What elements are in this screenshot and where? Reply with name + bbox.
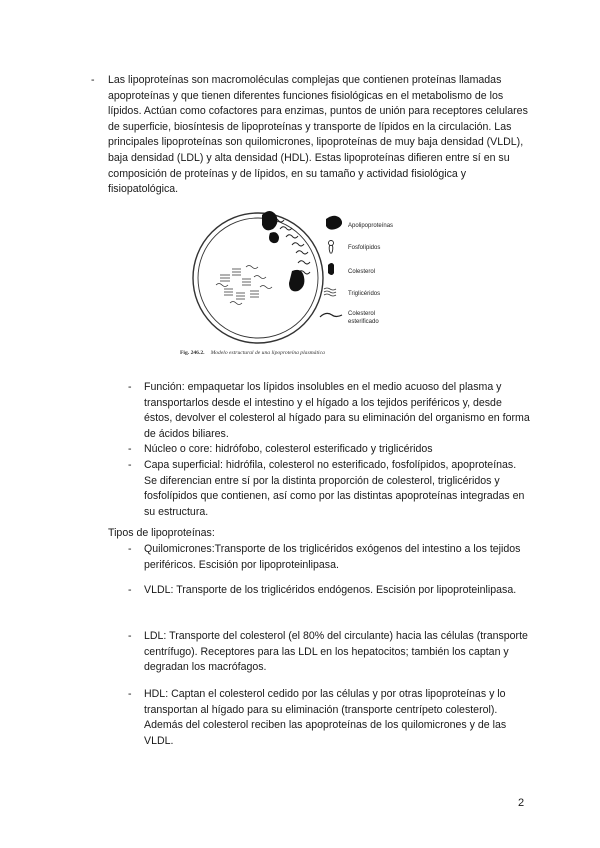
apolipoprotein-icon — [326, 216, 342, 230]
structure-item-function: Función: empaquetar los lípidos insolubles en el medio acuoso del plasma y transportarlos desde el intestino y el hígado a los tejidos periféricos y, desde éstos, devolver el colesterol al hígado para su eliminación del organismo en forma de ácidos biliares. — [144, 381, 530, 440]
type-item-hdl: HDL: Captan el colesterol cedido por las células y por otras lipoproteínas y lo transportan al hígado para su eliminación (transporte centrípeto colesterol). Además del colesterol reciben las apoproteínas de los quilomicrones y de las VLDL. — [144, 688, 507, 747]
figure-caption — [180, 350, 405, 356]
intro-bullet: - — [91, 74, 95, 86]
types-heading: Tipos de lipoproteínas: — [108, 527, 215, 539]
figure-caption-number: Fig. 246.2. — [180, 350, 205, 356]
page-number: 2 — [518, 797, 525, 809]
structure-bullet-1: - — [128, 381, 132, 393]
structure-bullet-2: - — [128, 443, 132, 455]
types-bullet-2: - — [128, 584, 132, 596]
type-item-vldl: VLDL: Transporte de los triglicéridos endógenos. Escisión por lipoproteinlipasa. — [144, 584, 517, 596]
figure-caption-text: Modelo estructural de una lipoproteína plasmática — [210, 350, 325, 356]
types-bullet-3: - — [128, 630, 132, 642]
structure-item-surface: Capa superficial: hidrófila, colesterol no esterificado, fosfolípidos, apoproteínas. Se diferencian entre sí por la distinta proporción de colesterol, triglicéridos y fosfolípidos que contienen, así como por las distintas apoproteínas integradas en su estructura. — [144, 459, 525, 518]
legend-apolipoproteins: Apolipoproteínas — [348, 223, 394, 229]
intro-paragraph: Las lipoproteínas son macromoléculas complejas que contienen proteínas llamadas apoproteínas y que tienen diferentes funciones fisiológicas en el metabolismo de los lípidos. Actúan como cofactores para enzimas, puntos de unión para receptores celulares de superficie, biosíntesis de lipoproteínas y transporte de lípidos en la circulación. Las principales lipoproteínas son quilomicrones, lipoproteínas de muy baja densidad (VLDL), baja densidad (LDL) y alta densidad (HDL). Estas lipoproteínas difieren entre sí en su composición de proteínas y de lípidos, en su tamaño y actividad fisiológica y fisiopatológica. — [108, 74, 528, 196]
legend-triglycerides: Triglicéridos — [348, 291, 381, 297]
type-item-chylomicrons: Quilomicrones:Transporte de los triglicéridos exógenos del intestino a los tejidos periféricos. Escisión por lipoproteinlipasa. — [144, 543, 521, 571]
types-bullet-1: - — [128, 543, 132, 555]
triglyceride-icon — [324, 288, 336, 296]
legend-esterified-line2: esterificado — [348, 319, 379, 325]
structure-item-core: Núcleo o core: hidrófobo, colesterol esterificado y triglicéridos — [144, 443, 433, 455]
esterified-cholesterol-icon — [320, 313, 342, 317]
structure-bullet-3: - — [128, 459, 132, 471]
type-item-ldl: LDL: Transporte del colesterol (el 80% del circulante) hacia las células (transporte centrífugo). Receptores para las LDL en los hepatocitos; también los captan y degradan los macrófagos. — [144, 630, 528, 674]
legend-esterified-line1: Colesterol — [348, 311, 376, 317]
cholesterol-icon — [328, 263, 334, 275]
legend-cholesterol: Colesterol — [348, 269, 376, 275]
types-bullet-4: - — [128, 688, 132, 700]
legend-phospholipids: Fosfolípidos — [348, 245, 381, 251]
lipoprotein-figure — [180, 193, 405, 365]
phospholipid-icon — [329, 241, 334, 254]
